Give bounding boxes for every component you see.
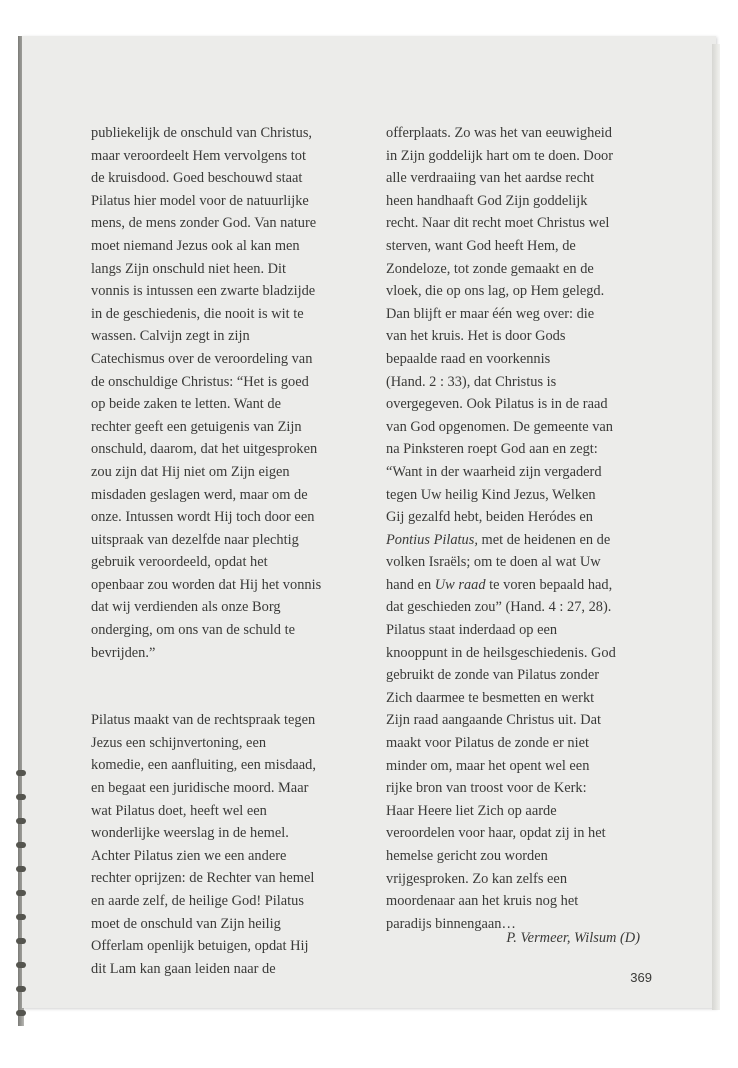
text-line: Zijn raad aangaande Christus uit. Dat (386, 712, 601, 729)
text-line: Zich daarmee te besmetten en werkt (386, 689, 595, 706)
text-line: en begaat een juridische moord. Maar (91, 780, 309, 797)
binding-ring (16, 866, 26, 872)
text-line: Jezus een schijnvertoning, een (91, 734, 267, 751)
text-line: Gij gezalfd hebt, beiden Heródes en (386, 509, 593, 526)
text-line: minder om, maar het opent wel een (386, 757, 590, 774)
binding-ring (16, 818, 26, 824)
right-column (386, 122, 648, 935)
text-line: gebruik veroordeeld, opdat het (91, 554, 268, 571)
text-line: wassen. Calvijn zegt in zijn (91, 328, 250, 345)
text-line: alle verdraaiing van het aardse recht (386, 170, 595, 187)
text-line: moet de onschuld van Zijn heilig (91, 915, 281, 932)
binding-ring (16, 794, 26, 800)
binding-ring (16, 842, 26, 848)
text-line: offerplaats. Zo was het van eeuwigheid (386, 125, 612, 141)
binding-ring (16, 962, 26, 968)
text-line: openbaar zou worden dat Hij het vonnis (91, 576, 322, 593)
author-signature: P. Vermeer, Wilsum (D) (506, 930, 640, 946)
text-line: hand en Uw raad te voren bepaald had, (386, 576, 613, 593)
page-number: 369 (630, 970, 652, 985)
text-line: de kruisdood. Goed beschouwd staat (91, 170, 303, 187)
binding-ring (16, 1010, 26, 1016)
text-line: publiekelijk de onschuld van Christus, (91, 125, 313, 141)
text-line: bevrijden.” (91, 644, 156, 661)
paragraph (91, 122, 376, 664)
text-line: onderging, om ons van de schuld te (91, 622, 295, 639)
text-line: in de geschiedenis, die nooit is wit te (91, 305, 304, 322)
binding-ring (16, 986, 26, 992)
text-line: Pilatus staat inderdaad op een (386, 622, 558, 639)
text-line: volken Israëls; om te doen al wat Uw (386, 554, 601, 571)
text-line: tegen Uw heilig Kind Jezus, Welken (386, 486, 596, 503)
text-line: rijke bron van troost voor de Kerk: (386, 780, 587, 797)
left-column (91, 122, 376, 980)
text-line: Haar Heere liet Zich op aarde (386, 802, 557, 819)
text-line: wonderlijke weerslag in de hemel. (91, 825, 289, 842)
text-line: maakt voor Pilatus de zonde er niet (386, 735, 590, 752)
text-line: vloek, die op ons lag, op Hem gelegd. (386, 283, 605, 300)
text-line: moordenaar aan het kruis nog het (386, 893, 579, 910)
italic-raad: Uw raad (434, 576, 486, 593)
text-line: komedie, een aanfluiting, een misdaad, (91, 757, 316, 774)
text-line: in Zijn goddelijk hart om te doen. Door (386, 147, 614, 164)
binding-ring (16, 914, 26, 920)
text-line: onschuld, daarom, dat het uitgesproken (91, 441, 318, 458)
text-line: knooppunt in de heilsgeschiedenis. God (386, 644, 616, 661)
text-line: op beide zaken te letten. Want de (91, 396, 281, 413)
text-line: sterven, want God heeft Hem, de (386, 237, 576, 254)
paragraph (386, 122, 648, 529)
text-line: Dan blijft er maar één weg over: die (386, 305, 595, 322)
paragraph (91, 709, 376, 980)
text-line: dat wij verdienden als onze Borg (91, 599, 281, 616)
text-line: “Want in der waarheid zijn vergaderd (386, 463, 602, 480)
text-line: veroordelen voor haar, opdat zij in het (386, 825, 606, 842)
text-line: dat geschieden zou” (Hand. 4 : 27, 28). (386, 599, 612, 616)
text-line: Pontius Pilatus, met de heidenen en de (386, 531, 611, 548)
text-line: na Pinksteren roept God aan en zegt: (386, 441, 598, 458)
binding-ring (16, 890, 26, 896)
italic-name: Pontius Pilatus, (386, 531, 478, 548)
text-line: Achter Pilatus zien we een andere (91, 847, 287, 864)
text-line: Pilatus hier model voor de natuurlijke (91, 192, 309, 209)
text-line: heen handhaaft God Zijn goddelijk (386, 192, 588, 209)
text-line: paradijs binnengaan… (386, 915, 516, 932)
text-line: hemelse gericht zou worden (386, 848, 548, 864)
text-line: rechter geeft een getuigenis van Zijn (91, 418, 302, 435)
text-line: Pilatus maakt van de rechtspraak tegen (91, 712, 316, 729)
text-line: wat Pilatus doet, heeft wel een (91, 802, 267, 819)
text-line: moet niemand Jezus ook al kan men (91, 237, 300, 254)
text-line: vrijgesproken. Zo kan zelfs een (386, 870, 568, 887)
text-line: dit Lam kan gaan leiden naar de (91, 960, 276, 977)
paragraph (386, 596, 648, 935)
binding-ring (16, 938, 26, 944)
text-line: overgegeven. Ook Pilatus is in de raad (386, 396, 608, 413)
text-line: langs Zijn onschuld niet heen. Dit (91, 260, 287, 277)
text-line: rechter oprijzen: de Rechter van hemel (91, 870, 315, 887)
text-line: van het kruis. Het is door Gods (386, 328, 566, 345)
text-line: misdaden geslagen werd, maar om de (91, 486, 308, 503)
text-line: zou zijn dat Hij niet om Zijn eigen (91, 463, 290, 480)
page-edge (712, 44, 720, 1010)
text-line: maar veroordeelt Hem vervolgens tot (91, 147, 306, 164)
text-line: de onschuldige Christus: “Het is goed (91, 373, 309, 390)
text-line: Zondeloze, tot zonde gemaakt en de (386, 260, 594, 277)
text-line: en aarde zelf, de heilige God! Pilatus (91, 893, 304, 909)
binding-ring (16, 770, 26, 776)
text-line: mens, de mens zonder God. Van nature (91, 215, 317, 232)
text-line: gebruikt de zonde van Pilatus zonder (386, 667, 599, 684)
text-line: (Hand. 2 : 33), dat Christus is (386, 373, 557, 390)
text-line: onze. Intussen wordt Hij toch door een (91, 509, 315, 526)
text-line: uitspraak van dezelfde naar plechtig (91, 531, 299, 548)
text-line: Catechismus over de veroordeling van (91, 350, 313, 367)
text-line: van God opgenomen. De gemeente van (386, 418, 613, 435)
text-line: bepaalde raad en voorkennis (386, 350, 551, 367)
text-line: Offerlam openlijk betuigen, opdat Hij (91, 938, 309, 955)
text-line: recht. Naar dit recht moet Christus wel (386, 215, 610, 232)
text-line: vonnis is intussen een zwarte bladzijde (91, 283, 316, 300)
